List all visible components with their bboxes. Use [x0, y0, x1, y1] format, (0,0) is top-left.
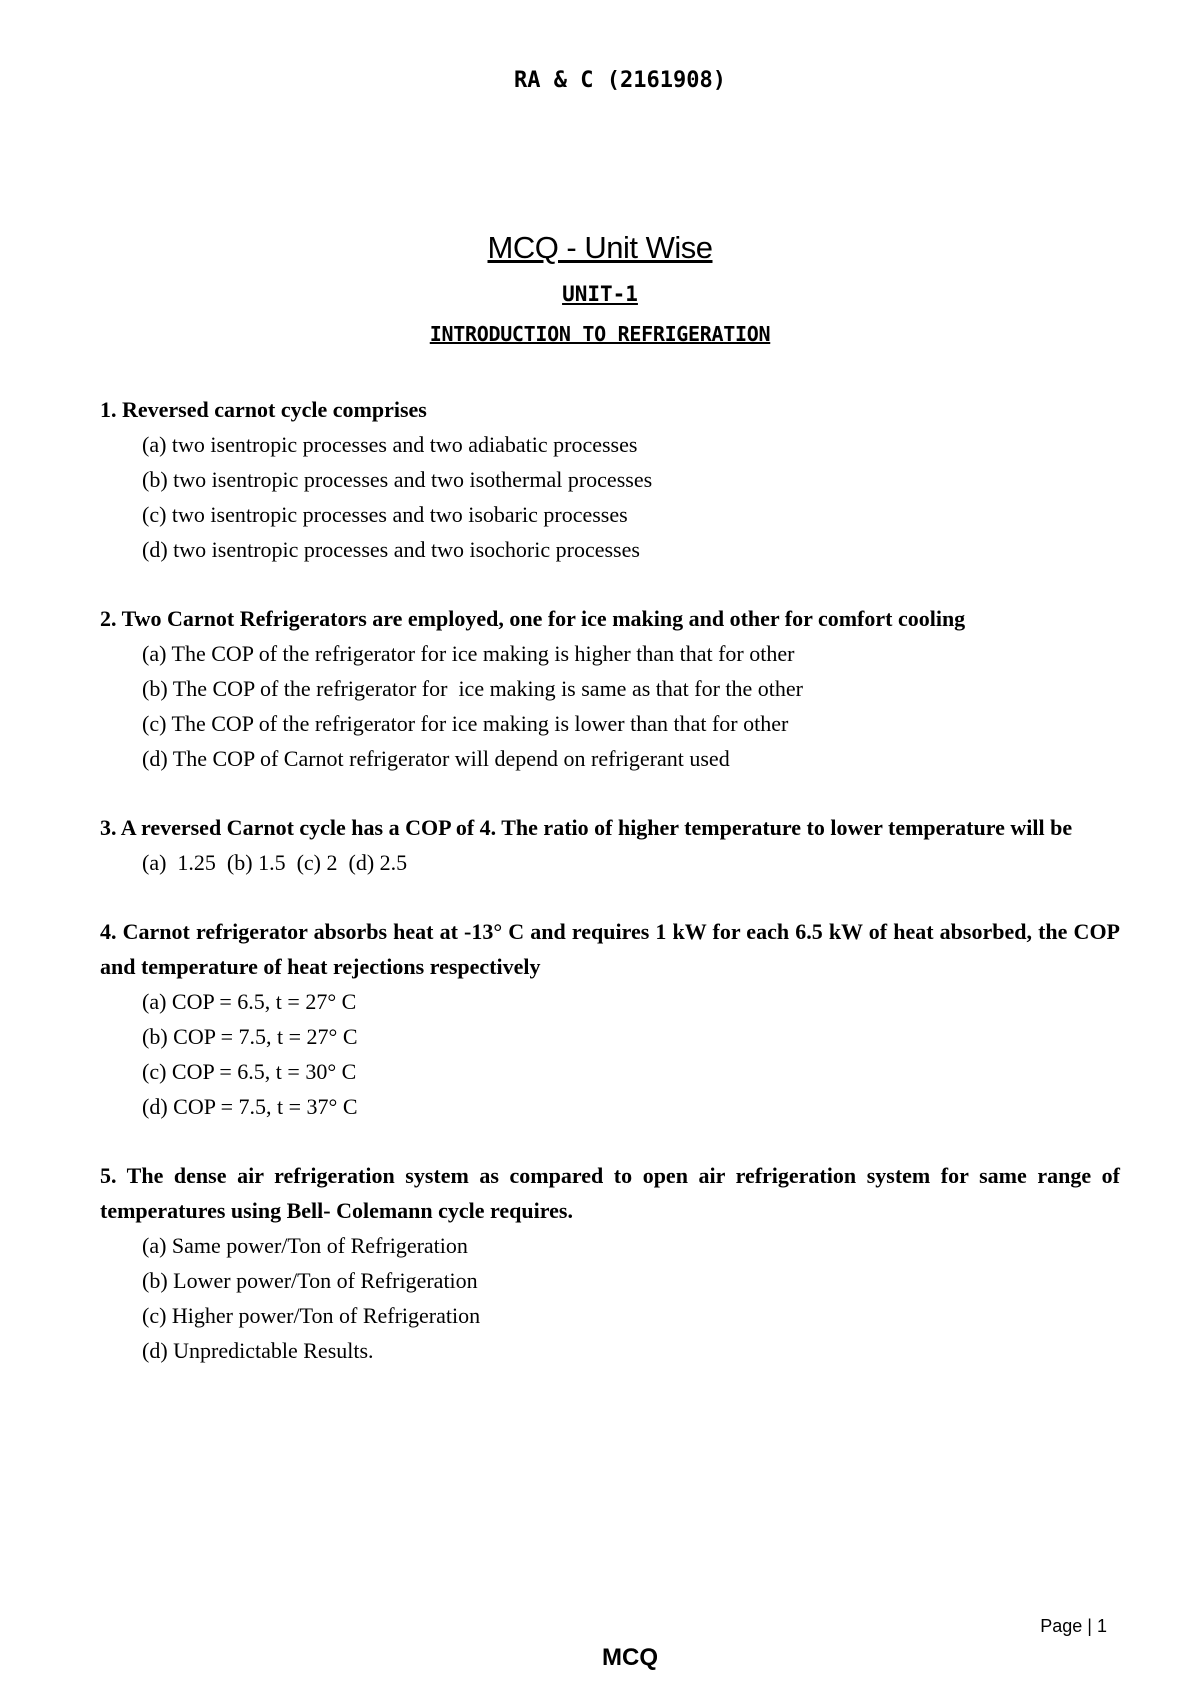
question-5 — [100, 1158, 1120, 1368]
footer-label: MCQ — [602, 1644, 658, 1671]
option-a: (a) COP = 6.5, t = 27° C — [142, 989, 357, 1014]
question-text: 1. Reversed carnot cycle comprises — [100, 397, 427, 422]
option-d: (d) Unpredictable Results. — [142, 1338, 374, 1363]
option-a: (a) two isentropic processes and two adiabatic processes — [142, 432, 638, 457]
option-c: (c) Higher power/Ton of Refrigeration — [142, 1303, 481, 1328]
option-c: (c) COP = 6.5, t = 30° C — [142, 1059, 357, 1084]
option-b: (b) The COP of the refrigerator for ice making is same as that for the other — [142, 676, 803, 701]
options-inline: (a) 1.25 (b) 1.5 (c) 2 (d) 2.5 — [142, 850, 408, 875]
course-code-header: RA & C (2161908) — [514, 68, 726, 93]
option-b: (b) Lower power/Ton of Refrigeration — [142, 1268, 478, 1293]
question-list — [100, 392, 1120, 1402]
option-b: (b) COP = 7.5, t = 27° C — [142, 1024, 358, 1049]
option-a: (a) Same power/Ton of Refrigeration — [142, 1233, 468, 1258]
question-2 — [100, 601, 1120, 776]
option-b: (b) two isentropic processes and two isothermal processes — [142, 467, 653, 492]
page-number: Page | 1 — [1040, 1616, 1107, 1636]
question-3 — [100, 810, 1120, 880]
unit-title: INTRODUCTION TO REFRIGERATION — [429, 322, 771, 346]
page-title: MCQ - Unit Wise — [487, 230, 713, 265]
option-c: (c) two isentropic processes and two isobaric processes — [142, 502, 628, 527]
option-d: (d) two isentropic processes and two isochoric processes — [142, 537, 640, 562]
question-text: 4. Carnot refrigerator absorbs heat at -13° C and requires 1 kW for each 6.5 kW of heat absorbed, the COP and temperature of heat rejections respectively — [100, 919, 1120, 979]
unit-label: UNIT-1 — [562, 282, 638, 306]
question-4 — [100, 914, 1120, 1124]
option-d: (d) The COP of Carnot refrigerator will depend on refrigerant used — [142, 746, 730, 771]
option-c: (c) The COP of the refrigerator for ice making is lower than that for other — [142, 711, 789, 736]
option-d: (d) COP = 7.5, t = 37° C — [142, 1094, 358, 1119]
question-1 — [100, 392, 1120, 567]
option-a: (a) The COP of the refrigerator for ice making is higher than that for other — [142, 641, 795, 666]
question-text: 3. A reversed Carnot cycle has a COP of 4. The ratio of higher temperature to lower temperature will be — [100, 815, 1073, 840]
question-text: 5. The dense air refrigeration system as compared to open air refrigeration system for same range of temperatures using Bell- Colemann cycle requires. — [100, 1163, 1120, 1223]
question-text: 2. Two Carnot Refrigerators are employed, one for ice making and other for comfort cooling — [100, 606, 966, 631]
